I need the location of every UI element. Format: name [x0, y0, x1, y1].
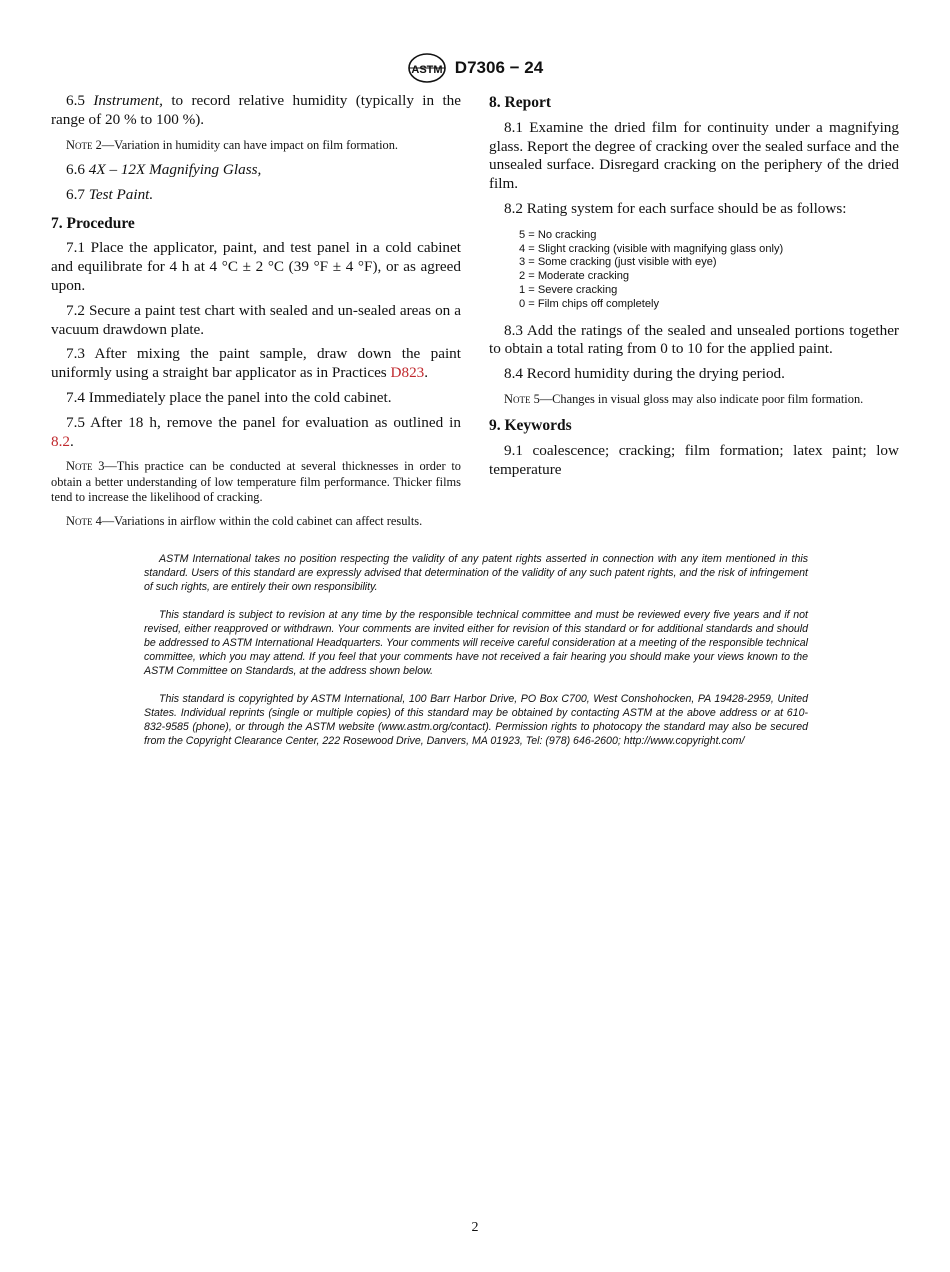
section-heading-procedure: 7. Procedure: [51, 214, 135, 232]
page-number: 2: [471, 1220, 479, 1235]
footer-revision-notice: This standard is subject to revision at any time by the responsible technical committee and must be reviewed every five years and if not revised, either reapproved or withdrawn. Your comments are invited either for revision of this standard or for additional standards and should be addressed to ASTM International Headquarters. Your comments will receive careful consideration at a meeting of the responsible technical committee, which you may attend. If you feel that your comments have not received a fair hearing you should make your views known to the ASTM Committee on Standards, at the address shown below.: [144, 609, 808, 677]
link-8-2[interactable]: 8.2: [51, 432, 70, 450]
footer-patent-notice: ASTM International takes no position respecting the validity of any patent rights asserted in connection with any item mentioned in this standard. Users of this standard are expressly advised that determination of the validity of any such patent rights, and the risk of infringement of such rights, are entirely their own responsibility.: [144, 553, 808, 593]
paragraph-7-2: 7.2 Secure a paint test chart with sealed and un-sealed areas on a vacuum drawdown plate.: [51, 301, 461, 338]
note-5: [489, 392, 899, 408]
paragraph-8-1: 8.1 Examine the dried film for continuity under a magnifying glass. Report the degree of cracking over the sealed surface and the unsealed surface. Disregard cracking on the periphery of the dried film.: [489, 118, 899, 193]
para-text: 7.3 After mixing the paint sample, draw down the paint uniformly using a straight bar applicator as in Practices: [51, 345, 461, 382]
paragraph-8-4: 8.4 Record humidity during the drying period.: [504, 365, 785, 383]
note-2: [51, 138, 461, 154]
footer-copyright-notice: This standard is copyrighted by ASTM International, 100 Barr Harbor Drive, PO Box C700, West Conshohocken, PA 19428-2959, United States. Individual reprints (single or multiple copies) of this standard may be obtained by contacting ASTM at the above address or at 610-832-9585 (phone), or through the ASTM website (www.astm.org/contact). Permission rights to photocopy the standard may also be secured from the Copyright Clearance Center, 222 Rosewood Drive, Danvers, MA 01923, Tel: (978) 646-2600; http://www.copyright.com/: [144, 693, 808, 747]
note-label: Note: [66, 137, 93, 152]
note-label: Note: [66, 459, 93, 474]
note-text: 4—Variations in airflow within the cold cabinet can affect results.: [95, 513, 423, 528]
note-label: Note: [504, 391, 531, 406]
para-number: 6.5: [66, 92, 85, 109]
term: 4X – 12X Magnifying Glass,: [88, 161, 262, 179]
rating-item: 1 = Severe cracking: [519, 283, 618, 296]
rating-item: 5 = No cracking: [519, 228, 597, 241]
left-column: [51, 92, 461, 537]
page-header: [0, 52, 950, 84]
rating-item: 4 = Slight cracking (visible with magnifying glass only): [519, 242, 784, 255]
note-4: [51, 514, 461, 530]
paragraph-6-6: [51, 161, 461, 180]
paragraph-7-1: 7.1 Place the applicator, paint, and test panel in a cold cabinet and equilibrate for 4 h at 4 °C ± 2 °C (39 °F ± 4 °F), or as agreed upon.: [51, 239, 461, 295]
paragraph-9-1: 9.1 coalescence; cracking; film formation; latex paint; low temperature: [489, 442, 899, 479]
term: Instrument,: [93, 92, 163, 109]
legal-footer: [144, 552, 808, 762]
rating-item: 0 = Film chips off completely: [519, 297, 660, 310]
para-number: 6.6: [66, 161, 85, 179]
paragraph-6-7: [51, 186, 461, 205]
right-column: [489, 92, 899, 486]
para-number: 6.7: [66, 185, 85, 203]
term: Test Paint.: [88, 185, 154, 203]
para-end: .: [424, 364, 429, 382]
paragraph-8-3: 8.3 Add the ratings of the sealed and unsealed portions together to obtain a total rating from 0 to 10 for the applied paint.: [489, 321, 899, 358]
rating-item: 2 = Moderate cracking: [519, 270, 630, 283]
paragraph-7-5: [51, 414, 461, 452]
para-text: 7.5 After 18 h, remove the panel for evaluation as outlined in: [66, 413, 461, 431]
section-heading-report: 8. Report: [489, 94, 551, 111]
astm-logo: [407, 52, 447, 84]
note-text: 3—This practice can be conducted at several thicknesses in order to obtain a better understanding of low temperature film performance. Thicker films tend to increase the likelihood of cracking.: [51, 459, 461, 505]
paragraph-7-4: 7.4 Immediately place the panel into the cold cabinet.: [66, 389, 392, 407]
document-id: D7306 − 24: [454, 58, 544, 77]
astm-logo-text: ASTM: [411, 64, 443, 76]
paragraph-6-5: [51, 92, 461, 130]
paragraph-8-2: 8.2 Rating system for each surface should be as follows:: [504, 199, 847, 217]
link-d823[interactable]: D823: [390, 364, 425, 382]
rating-scale-list: [519, 229, 899, 312]
para-text: to record relative humidity (typically in the range of 20 % to 100 %).: [51, 92, 462, 128]
rating-item: 3 = Some cracking (just visible with eye): [519, 256, 717, 269]
paragraph-7-3: [51, 345, 461, 383]
section-heading-keywords: 9. Keywords: [489, 417, 572, 435]
note-text: 5—Changes in visual gloss may also indicate poor film formation.: [533, 391, 864, 406]
note-text: 2—Variation in humidity can have impact on film formation.: [95, 137, 399, 152]
para-end: .: [69, 432, 74, 450]
note-3: [51, 459, 461, 506]
note-label: Note: [66, 513, 93, 528]
